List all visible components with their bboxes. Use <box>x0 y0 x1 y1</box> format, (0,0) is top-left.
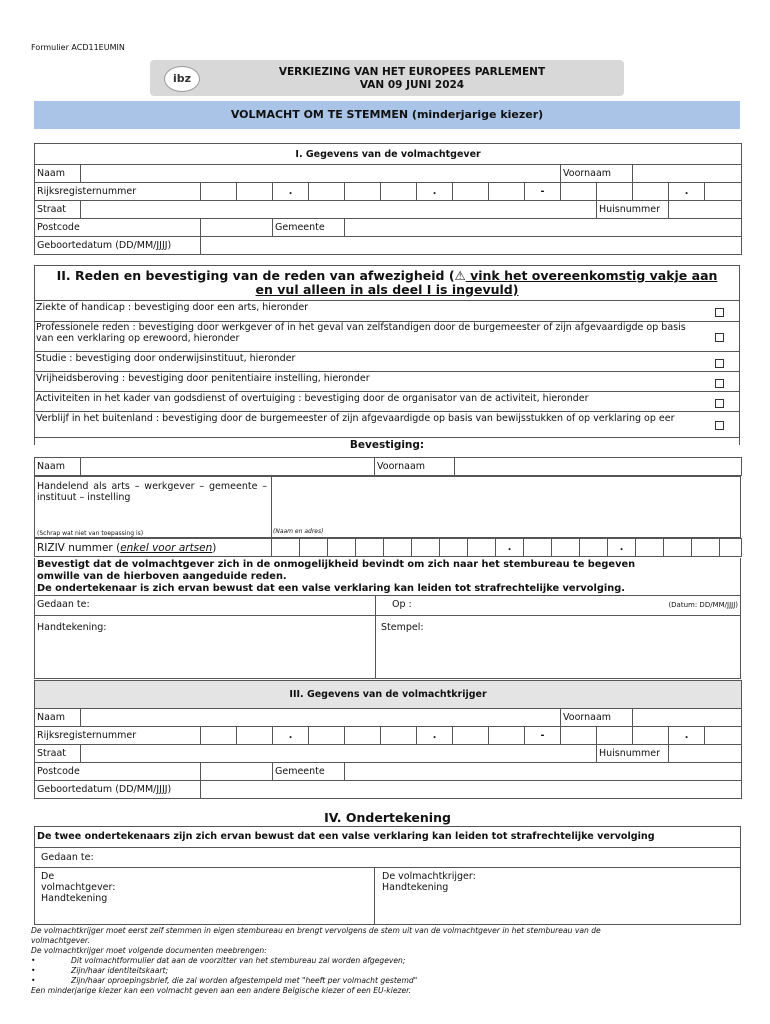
footer-bullet: • Dit volmachtformulier dat aan de voorzitter van het stembureau zal worden afgegeven; <box>31 956 406 965</box>
rr-box[interactable] <box>561 727 597 745</box>
rr-box[interactable] <box>381 727 417 745</box>
gedaan-te-label: Gedaan te: <box>37 599 90 610</box>
rr-box[interactable] <box>561 183 597 201</box>
rr-box[interactable]: - <box>525 727 561 745</box>
rr-box[interactable] <box>345 727 381 745</box>
rr-box[interactable] <box>453 727 489 745</box>
riziv-box[interactable] <box>384 539 412 557</box>
checkbox[interactable] <box>715 333 724 342</box>
divider <box>35 615 740 616</box>
s1-rijksregister-label: Rijksregisternummer <box>35 183 201 201</box>
reason-row[interactable]: Professionele reden : bevestiging door werkgever of in het geval van zelfstandigen door de burgemeester of zijn afgevaardigde op basis van een verklaring op erewoord, hieronder <box>34 321 740 352</box>
s3-voornaam-field[interactable] <box>633 709 742 727</box>
s2-voornaam-field[interactable] <box>455 458 742 476</box>
footer-bullet: • Zijn/haar identiteitskaart; <box>31 966 169 975</box>
s2-naam-field[interactable] <box>81 458 375 476</box>
s3-voornaam-label: Voornaam <box>561 709 633 727</box>
form-banner: VOLMACHT OM TE STEMMEN (minderjarige kiezer) <box>34 101 740 129</box>
s2-voornaam-label: Voornaam <box>375 458 455 476</box>
divider <box>374 867 375 924</box>
riziv-box[interactable] <box>272 539 300 557</box>
s3-straat-label: Straat <box>35 745 81 763</box>
rr-box[interactable] <box>237 183 273 201</box>
s3-naam-field[interactable] <box>81 709 561 727</box>
s1-geboortedatum-field[interactable] <box>201 237 742 255</box>
handelend-box <box>34 476 741 538</box>
s2-naam-label: Naam <box>35 458 81 476</box>
s3-huisnummer-field[interactable] <box>669 745 742 763</box>
s3-postcode-field[interactable] <box>201 763 273 781</box>
s3-gemeente-field[interactable] <box>345 763 742 781</box>
bevestiging-table <box>34 457 742 476</box>
footer: De volmachtkrijger moet eerst zelf stemmen in eigen stembureau en brengt vervolgens de stem uit van de volmachtgever in het stembureau van de volmachtgever. De volmachtkrijger moet volgende documenten meebrengen: • Dit volmachtformulier dat aan de voorzitter van het stembureau zal worden afgegeven; • Zijn/haar identiteitskaart; • Zijn/haar oproepingsbrief, die zal worden afgestempeld met "heeft per volmacht gestemd" Een minderjarige kiezer kan een volmacht geven aan een andere Belgische kiezer of een EU-kiezer. <box>31 926 741 996</box>
riziv-table <box>34 538 742 557</box>
riziv-box[interactable] <box>300 539 328 557</box>
warning-icon: ⚠ <box>454 268 466 283</box>
riziv-box[interactable] <box>664 539 692 557</box>
rr-box[interactable] <box>201 727 237 745</box>
rr-box[interactable]: . <box>417 727 453 745</box>
section3-title: III. Gegevens van de volmachtkrijger <box>35 681 742 709</box>
header-title-line1: VERKIEZING VAN HET EUROPEES PARLEMENT <box>278 66 546 78</box>
divider <box>35 867 740 868</box>
rr-box[interactable] <box>633 727 669 745</box>
s1-huisnummer-label: Huisnummer <box>597 201 669 219</box>
s3-gemeente-label: Gemeente <box>273 763 345 781</box>
riziv-box[interactable] <box>580 539 608 557</box>
rr-box[interactable] <box>201 183 237 201</box>
s1-naam-field[interactable] <box>81 165 561 183</box>
checkbox[interactable] <box>715 421 724 430</box>
divider <box>271 477 272 537</box>
section4-statement: De twee ondertekenaars zijn zich ervan bewust dat een valse verklaring kan leiden tot strafrechtelijke vervolging <box>34 826 741 848</box>
rr-box[interactable] <box>489 183 525 201</box>
rr-box[interactable] <box>237 727 273 745</box>
s3-postcode-label: Postcode <box>35 763 201 781</box>
reason-row[interactable]: Verblijf in het buitenland : bevestiging door de burgemeester of zijn afgevaardigde op basis van bewijsstukken of op verklaring op eer <box>34 412 740 438</box>
riziv-box[interactable] <box>468 539 496 557</box>
reason-row[interactable]: Studie : bevestiging door onderwijsinstituut, hieronder <box>34 352 740 372</box>
rr-box[interactable] <box>381 183 417 201</box>
s1-straat-field[interactable] <box>81 201 597 219</box>
checkbox[interactable] <box>715 399 724 408</box>
riziv-box[interactable] <box>328 539 356 557</box>
rr-box[interactable] <box>705 727 742 745</box>
rr-box[interactable]: - <box>525 183 561 201</box>
riziv-label: RIZIV nummer (enkel voor artsen) <box>35 539 272 557</box>
s1-geboortedatum-label: Geboortedatum (DD/MM/JJJJ) <box>35 237 201 255</box>
reason-row[interactable]: Vrijheidsberoving : bevestiging door penitentiaire instelling, hieronder <box>34 372 740 392</box>
s1-voornaam-field[interactable] <box>633 165 742 183</box>
s3-rijksregister-label: Rijksregisternummer <box>35 727 201 745</box>
handtekening-label: Handtekening: <box>37 622 107 633</box>
op-label: Op : <box>392 599 412 610</box>
riziv-box[interactable] <box>440 539 468 557</box>
s4-volmachtgever-label: De volmachtgever: Handtekening <box>41 871 116 904</box>
rr-box[interactable] <box>453 183 489 201</box>
stempel-label: Stempel: <box>381 622 424 633</box>
riziv-box[interactable] <box>356 539 384 557</box>
section2-title: II. Reden en bevestiging van de reden van afwezigheid (⚠ vink het overeenkomstig vakje aan en vul alleen in als deel I is ingevuld) <box>34 265 740 301</box>
reason-row[interactable]: Activiteiten in het kader van godsdienst of overtuiging : bevestiging door de organisator van de activiteit, hieronder <box>34 392 740 412</box>
riziv-box[interactable] <box>524 539 552 557</box>
section3-table <box>34 680 742 799</box>
s1-gemeente-field[interactable] <box>345 219 742 237</box>
s1-straat-label: Straat <box>35 201 81 219</box>
footer-bullet: • Zijn/haar oproepingsbrief, die zal worden afgestempeld met "heeft per volmacht gestemd" <box>31 976 418 985</box>
ibz-logo: ibz <box>164 66 200 92</box>
riziv-box[interactable]: . <box>608 539 636 557</box>
s3-huisnummer-label: Huisnummer <box>597 745 669 763</box>
divider <box>375 596 376 678</box>
naam-adres-note: (Naam en adres) <box>273 528 324 535</box>
riziv-box[interactable] <box>412 539 440 557</box>
s1-gemeente-label: Gemeente <box>273 219 345 237</box>
header-box <box>150 60 624 96</box>
rr-box[interactable]: . <box>273 183 309 201</box>
s3-geboortedatum-field[interactable] <box>201 781 742 799</box>
bevestigt-box: Bevestigt dat de volmachtgever zich in de onmogelijkheid bevindt om zich naar het stembureau te begeven omwille van de hierboven aangeduide reden. De ondertekenaar is zich ervan bewust dat een valse verklaring kan leiden tot strafrechtelijke vervolging. <box>34 558 741 596</box>
rr-box[interactable] <box>309 183 345 201</box>
s1-voornaam-label: Voornaam <box>561 165 633 183</box>
s1-naam-label: Naam <box>35 165 81 183</box>
checkbox[interactable] <box>715 379 724 388</box>
riziv-box[interactable] <box>552 539 580 557</box>
rr-box[interactable] <box>633 183 669 201</box>
rr-box[interactable] <box>597 727 633 745</box>
riziv-box[interactable] <box>720 539 742 557</box>
section4-box <box>34 848 741 925</box>
reason-row[interactable]: Ziekte of handicap : bevestiging door een arts, hieronder <box>34 300 740 322</box>
s4-gedaan-te-label: Gedaan te: <box>41 852 94 863</box>
riziv-box[interactable] <box>636 539 664 557</box>
header-title-line2: VAN 09 JUNI 2024 <box>359 79 465 91</box>
s4-volmachtkrijger-label: De volmachtkrijger: Handtekening <box>382 871 476 893</box>
riziv-box[interactable] <box>692 539 720 557</box>
rr-box[interactable] <box>309 727 345 745</box>
gedaan-box <box>34 596 741 679</box>
rr-box[interactable] <box>489 727 525 745</box>
handelend-label: Handelend als arts – werkgever – gemeente – instituut – instelling <box>37 481 267 503</box>
s1-huisnummer-field[interactable] <box>669 201 742 219</box>
schrap-note: (Schrap wat niet van toepassing is) <box>37 530 144 537</box>
s1-postcode-field[interactable] <box>201 219 273 237</box>
datum-format: (Datum: DD/MM/JJJJ) <box>668 601 738 609</box>
section1-table <box>34 143 742 255</box>
rr-box[interactable] <box>705 183 742 201</box>
rr-box[interactable]: . <box>669 727 705 745</box>
s3-naam-label: Naam <box>35 709 81 727</box>
s3-geboortedatum-label: Geboortedatum (DD/MM/JJJJ) <box>35 781 201 799</box>
rr-box[interactable]: . <box>273 727 309 745</box>
rr-box[interactable] <box>597 183 633 201</box>
s1-postcode-label: Postcode <box>35 219 201 237</box>
rr-box[interactable] <box>345 183 381 201</box>
checkbox[interactable] <box>715 308 724 317</box>
section4-title: IV. Ondertekening <box>324 810 451 825</box>
section1-title: I. Gegevens van de volmachtgever <box>35 144 742 165</box>
form-code: Formulier ACD11EUMIN <box>31 43 125 52</box>
checkbox[interactable] <box>715 359 724 368</box>
riziv-box[interactable]: . <box>496 539 524 557</box>
s3-straat-field[interactable] <box>81 745 597 763</box>
rr-box[interactable]: . <box>417 183 453 201</box>
bevestiging-title: Bevestiging: <box>349 439 425 451</box>
rr-box[interactable]: . <box>669 183 705 201</box>
